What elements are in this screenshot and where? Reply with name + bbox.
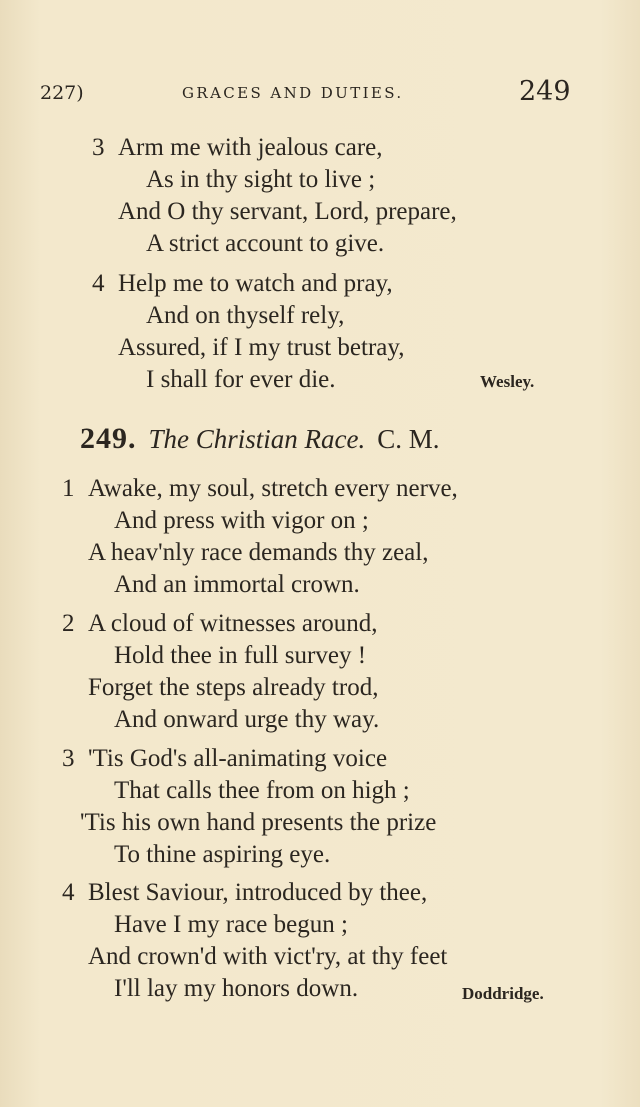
stanza-line: Help me to watch and pray, — [118, 270, 393, 297]
stanza-line: Assured, if I my trust betray, — [118, 334, 405, 361]
stanza-number: 3 — [92, 134, 105, 161]
left-page-ref: 227) — [40, 82, 84, 104]
stanza-number: 3 — [62, 745, 75, 772]
stanza-line: A heav'nly race demands thy zeal, — [88, 539, 429, 566]
stanza-number: 1 — [62, 475, 75, 502]
hymn-number: 249. — [80, 422, 137, 455]
page-header — [0, 76, 640, 110]
stanza-line: A strict account to give. — [146, 230, 385, 257]
hymn-meter: C. M. — [377, 424, 440, 454]
stanza-line: I shall for ever die. — [146, 366, 336, 393]
stanza-line: And on thyself rely, — [146, 302, 345, 329]
stanza-line: Awake, my soul, stretch every nerve, — [88, 475, 458, 502]
hymn-title: The Christian Race. — [148, 424, 366, 454]
stanza-number: 4 — [62, 879, 75, 906]
stanza-line: As in thy sight to live ; — [146, 166, 376, 193]
stanza-line: A cloud of witnesses around, — [88, 610, 378, 637]
attribution: Doddridge. — [462, 984, 544, 1003]
stanza-line: And O thy servant, Lord, prepare, — [118, 198, 457, 225]
stanza-line: 'Tis his own hand presents the prize — [80, 809, 437, 836]
hymn-heading — [80, 422, 440, 456]
stanza-number: 4 — [92, 270, 105, 297]
running-title: GRACES AND DUTIES. — [182, 84, 404, 102]
stanza-number: 2 — [62, 610, 75, 637]
stanza-line: I'll lay my honors down. — [114, 975, 359, 1002]
stanza-line: To thine aspiring eye. — [114, 841, 331, 868]
stanza-line: And press with vigor on ; — [114, 507, 369, 534]
stanza-line: Have I my race begun ; — [114, 911, 348, 938]
stanza-line: Arm me with jealous care, — [118, 134, 383, 161]
stanza-line: And an immortal crown. — [114, 571, 360, 598]
page-number: 249 — [519, 76, 571, 107]
stanza-line: Forget the steps already trod, — [88, 674, 379, 701]
stanza-line: 'Tis God's all-animating voice — [88, 745, 388, 772]
stanza-line: That calls thee from on high ; — [114, 777, 410, 804]
attribution: Wesley. — [480, 372, 535, 391]
stanza-line: Blest Saviour, introduced by thee, — [88, 879, 428, 906]
stanza-line: And onward urge thy way. — [114, 706, 380, 733]
stanza-line: Hold thee in full survey ! — [114, 642, 367, 669]
stanza-line: And crown'd with vict'ry, at thy feet — [88, 943, 448, 970]
